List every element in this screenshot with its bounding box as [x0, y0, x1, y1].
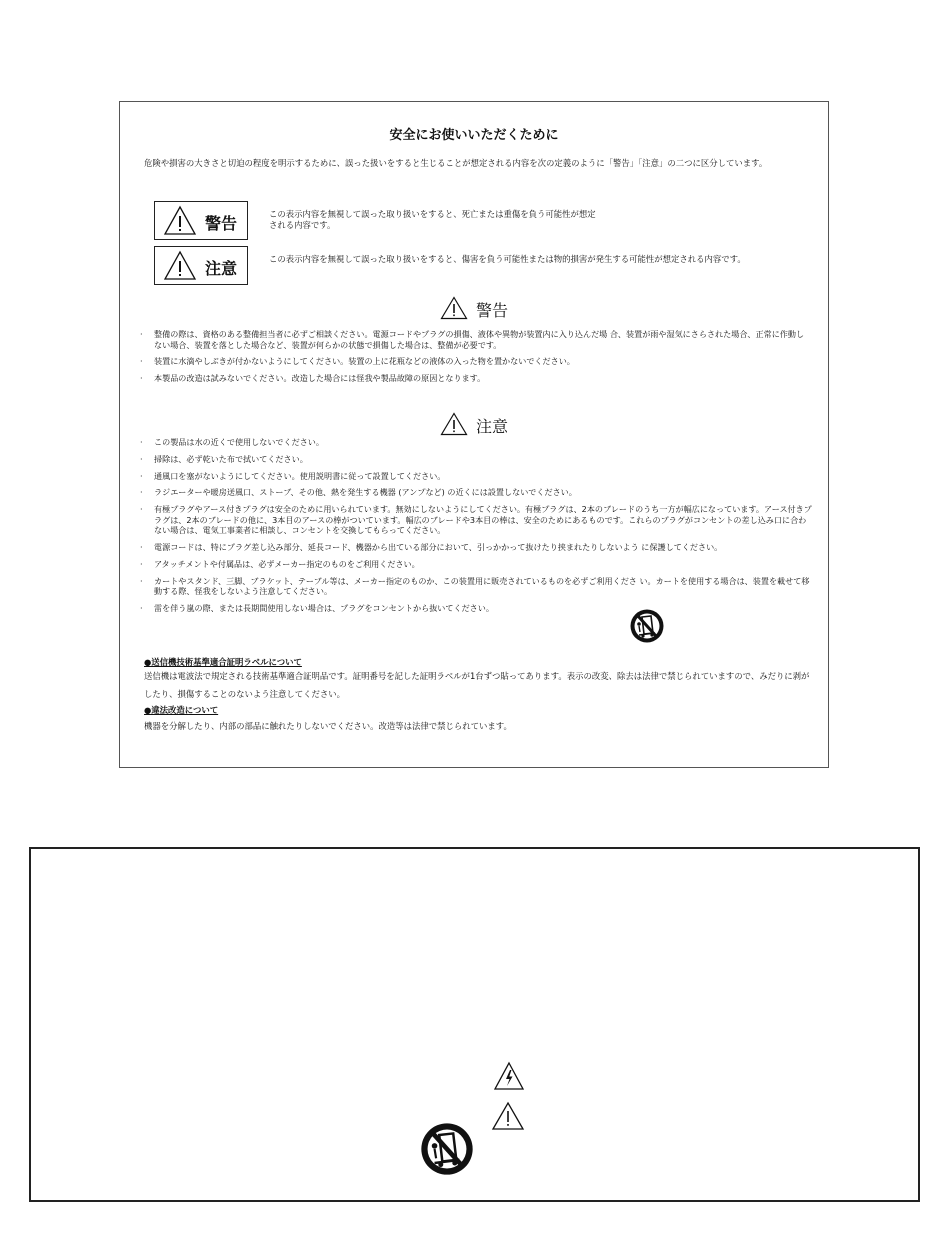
- illegal-modification-heading: ●違法改造について: [144, 705, 219, 715]
- lightning-triangle-icon: [493, 1061, 525, 1091]
- list-item: · 通風口を塞がないようにしてください。使用説明書に従って設置してください。: [140, 471, 812, 482]
- page-title: 安全にお使いいただくために: [389, 128, 559, 143]
- cart-tip-over-icon: [629, 608, 665, 644]
- warning-heading-text: 警告: [475, 301, 508, 320]
- cart-tip-over-icon: [419, 1121, 475, 1177]
- warning-sign: [154, 201, 248, 240]
- warning-definition: この表示内容を無視して誤った取り扱いをすると、死亡または重傷を負う可能性が想定される内容です。: [269, 209, 596, 230]
- warning-section-heading: [120, 296, 828, 321]
- warning-list: [140, 329, 812, 390]
- list-item: · 掃除は、必ず乾いた布で拭いてください。: [140, 454, 812, 465]
- list-item: · 有極プラグやアース付きプラグは安全のために用いられています。無効にしないようにしてください。有極プラグは、2本のブレードのうち一方が幅広になっています。アース付きプラグは、2本のブレードの他に、3本目のアースの棒がついています。幅広のブレードや3本目の棒は、安全のためにあるものです。これらのプラグがコンセントの差し込み口に合わない場合は、電気工事業者に相談し、コンセントを交換してもらってください。: [140, 504, 812, 536]
- list-item: · 電源コードは、特にプラグ差し込み部分、延長コード、機器から出ている部分において、引っかかって抜けたり挟まれたりしないよう に保護してください。: [140, 542, 812, 553]
- blank-symbol-box: [29, 847, 920, 1202]
- caution-definition: この表示内容を無視して誤った取り扱いをすると、傷害を負う可能性または物的損害が発生する可能性が想定される内容です。: [269, 254, 746, 264]
- list-item: · 装置に水滴やしぶきが付かないようにしてください。装置の上に花瓶などの液体の入った物を置かないでください。: [140, 356, 812, 367]
- list-item: · ラジエーターや暖房送風口、ストーブ、その他、熱を発生する機器 (アンプなど) の近くには設置しないでください。: [140, 487, 812, 498]
- caution-heading-text: 注意: [475, 417, 508, 436]
- warning-triangle-icon: [163, 205, 197, 236]
- illegal-modification-text: 機器を分解したり、内部の部品に触れたりしないでください。改造等は法律で禁じられています。: [144, 721, 512, 731]
- caution-section-heading: [120, 412, 828, 437]
- cert-label-text: 送信機は電波法で規定される技術基準適合証明品です。証明番号を記した証明ラベルが1台ずつ貼ってあります。表示の改変、除去は法律で禁じられていますので、みだりに剥がしたり、損傷することのないよう注意してください。: [144, 671, 810, 699]
- warning-triangle-icon: [163, 250, 197, 281]
- list-item: · 整備の際は、資格のある整備担当者に必ずご相談ください。電源コードやプラグの損傷、液体や異物が装置内に入り込んだ場 合、装置が雨や湿気にさらされた場合、正常に作動しない場合、装置を落とした場合など、装置が何らかの状態で損傷した場合は、整備が必要です。: [140, 329, 812, 350]
- warning-sign-label: 警告: [205, 214, 238, 233]
- intro-text: 危険や損害の大きさと切迫の程度を明示するために、誤った扱いをすると生じることが想定される内容を次の定義のように「警告」「注意」の二つに区分しています。: [144, 158, 768, 168]
- warning-triangle-icon: [440, 412, 468, 436]
- list-item: · アタッチメントや付属品は、必ずメーカー指定のものをご利用ください。: [140, 559, 812, 570]
- safety-notice-box: [119, 101, 829, 768]
- list-item: · カートやスタンド、三脚、ブラケット、テーブル等は、メーカー指定のものか、この装置用に販売されているものを必ずご利用くださ い。カートを使用する場合は、装置を載せて移動する際、怪我をしないよう注意してください。: [140, 576, 812, 597]
- caution-sign-label: 注意: [205, 259, 238, 278]
- list-item: · この製品は水の近くで使用しないでください。: [140, 437, 812, 448]
- caution-sign: [154, 246, 248, 285]
- cert-label-heading: ●送信機技術基準適合証明ラベルについて: [144, 657, 302, 667]
- list-item: · 本製品の改造は試みないでください。改造した場合には怪我や製品故障の原因となります。: [140, 373, 812, 384]
- warning-triangle-icon: [440, 296, 468, 320]
- warning-triangle-icon: [491, 1101, 525, 1131]
- caution-list: [140, 437, 812, 620]
- list-item: · 雷を伴う嵐の際、または長期間使用しない場合は、プラグをコンセントから抜いてください。: [140, 603, 812, 614]
